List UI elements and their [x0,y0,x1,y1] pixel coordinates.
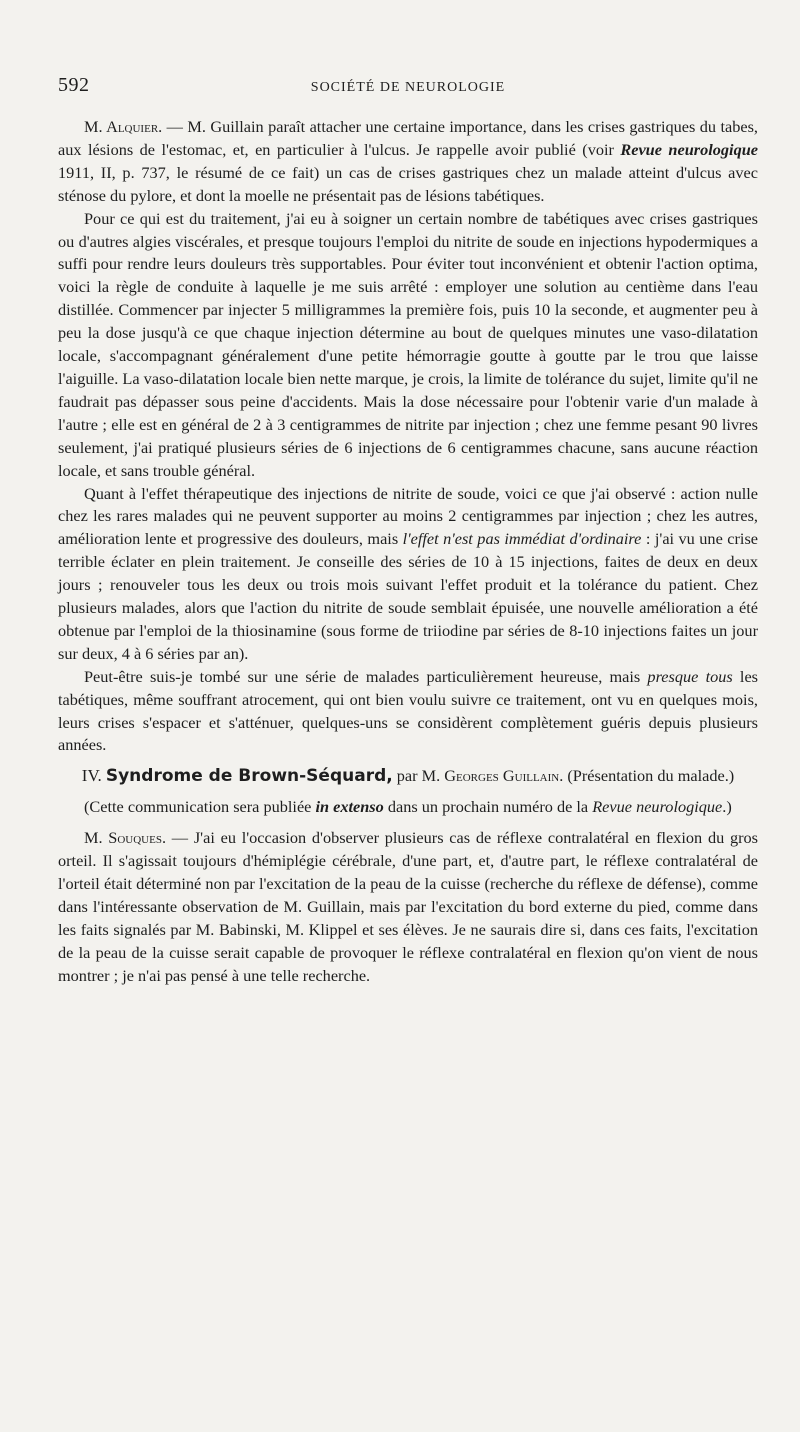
section-title: Syndrome de Brown-Séquard, [105,766,393,787]
section-heading [58,765,758,788]
page-number: 592 [58,74,90,96]
paragraph-publication-note [58,796,758,819]
section-author: Georges Guillain. [444,766,564,786]
journal-title: Revue neurologique [592,797,723,817]
paragraph-text: .) [722,797,732,817]
italic-phrase: in extenso [315,797,384,817]
paragraph-treatment: Pour ce qui est du traitement, j'ai eu à soigner un certain nombre de tabétiques avec crises gastriques ou d'autres algies viscérales, et presque toujours l'emploi du nitrite de soude en injections hypodermiques a suffi pour rendre leurs douleurs très supportables. Pour éviter tout inconvénient et obtenir l'action optima, voici la règle de conduite à laquelle je me suis arrêté : employer une solution au centième dans l'eau distillée. Commencer par injecter 5 milligrammes la première fois, puis 10 la seconde, et augmenter peu à peu la dose jusqu'à ce que chaque injection détermine au bout de quelques minutes une vaso-dilatation locale, s'accompagnant généralement d'une petite hémorragie goutte à goutte par le trou que laisse l'aiguille. La vaso-dilatation locale bien nette marque, je crois, la limite de tolérance du sujet, limite qu'il ne faudrait pas dépasser sous peine d'accidents. Mais la dose nécessaire pour l'obtenir varie d'un malade à l'autre ; elle est en général de 2 à 3 centigrammes de nitrite par injection ; chez une femme pesant 90 livres seulement, j'ai pratiqué plusieurs séries de 6 injections de 6 centigrammes chacune, sans aucune réaction locale, et sans trouble général. [58,208,758,480]
paragraph-souques [58,827,758,987]
journal-title: Revue neurologique [620,139,758,159]
italic-phrase: l'effet n'est pas immédiat d'ordinaire [402,529,642,549]
paragraph-therapeutic-effect [58,483,758,666]
paragraph-text: Quant à l'effet thérapeutique des injections de nitrite de soude, voici ce que j'ai observé : action nulle chez les rares malades qui ne peuvent supporter au moins 2 centigrammes par injection ; chez les autres, amélioration lente et progressive des douleurs, mais [58,483,758,549]
paragraph-text: — J'ai eu l'occasion d'observer plusieurs cas de réflexe contralatéral en flexion du gros orteil. Il s'agissait toujours d'hémiplégie cérébrale, d'une part, et, d'autre part, le réflexe contralatéral de l'orteil était déterminé non par l'excitation de la peau de la cuisse (recherche du réflexe de défense), comme dans l'intéressante observation de M. Guillain, mais par l'excitation du bord externe du pied, comme dans les faits signalés par M. Babinski, M. Klippel et ses élèves. Je ne saurais dire si, dans ces faits, l'excitation de la peau de la cuisse serait capable de provoquer le réflexe contralatéral en flexion qu'on vient de nous montrer ; je n'ai pas pensé à une telle recherche. [58,828,759,985]
section-by: par M. [392,766,445,786]
paragraph-text: 1911, II, p. 737, le résumé de ce fait) un cas de crises gastriques chez un malade atteint d'ulcus avec sténose du pylore, et dont la moelle ne présentait pas de lésions tabétiques. [58,162,758,205]
paragraph-conclusion [58,666,758,758]
speaker-name: M. Alquier. [84,117,163,136]
italic-phrase: presque tous [647,666,733,686]
speaker-name: M. Souques. [84,828,167,848]
paragraph-text: Peut-être suis-je tombé sur une série de malades particulièrement heureuse, mais [84,666,648,686]
paragraph-alquier [58,116,758,208]
section-number: IV. [81,766,102,786]
paragraph-text: (Cette communication sera publiée [84,797,316,817]
paragraph-text: les tabétiques, même souffrant atrocement, qui ont bien voulu suivre ce traitement, ont vu en quelques mois, leurs crises s'espacer et s'atténuer, quelques-uns se considèrent complètement guéris depuis plusieurs années. [58,666,759,755]
running-head: SOCIÉTÉ DE NEUROLOGIE [310,80,506,95]
paragraph-text: dans un prochain numéro de la [383,797,593,817]
section-note: (Présentation du malade.) [563,766,735,786]
page-header [58,74,758,104]
article-body [58,116,758,988]
paragraph-text: — M. Guillain paraît attacher une certaine importance, dans les crises gastriques du tabes, aux lésions de l'estomac, et, en particulier à l'ulcus. Je rappelle avoir publié (voir [58,117,759,159]
paragraph-text: : j'ai vu une crise terrible éclater en plein traitement. Je conseille des séries de 10 à 15 injections, faites de deux en deux jours ; renouveler tous les deux ou trois mois suivant l'effet produit et la tolérance du patient. Chez plusieurs malades, alors que l'action du nitrite de soude semblait épuisée, une nouvelle amélioration a été obtenue par l'emploi de la thiosinamine (sous forme de triiodine par séries de 8-10 injections faites un jour sur deux, 4 à 6 séries par an). [58,529,759,663]
